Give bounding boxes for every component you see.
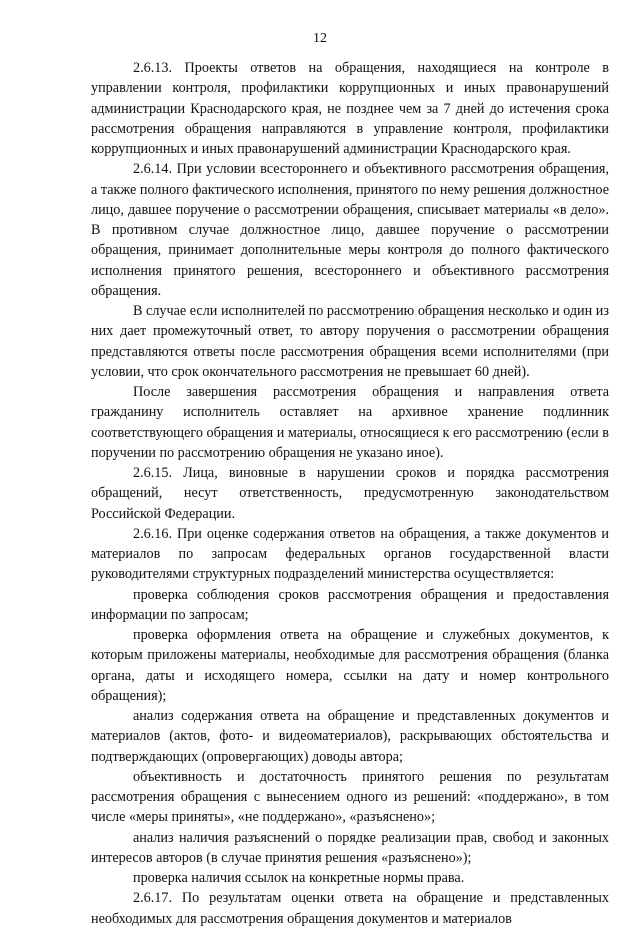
- list-item-legal-references: проверка наличия ссылок на конкретные нормы права.: [133, 870, 465, 886]
- paragraph-2-6-13: 2.6.13. Проекты ответов на обращения, находящиеся на контроле в управлении контроля, профилактики коррупционных и иных правонарушений администрации Краснодарского края, не позднее чем за 7 дней до истечения срока рассмотрения обращения направляются в управление контроля, профилактики коррупционных и иных правонарушений администрации Краснодарского края.: [91, 60, 609, 157]
- paragraph-multiple-executors: В случае если исполнителей по рассмотрению обращения несколько и один из них дает промежуточный ответ, то автору поручения о рассмотрении обращения представляются ответы после рассмотрения обращения всеми исполнителями (при условии, что срок окончательного рассмотрения не превышает 60 дней).: [91, 303, 609, 380]
- list-item-decision-objectivity: объективность и достаточность принятого решения по результатам рассмотрения обращения с вынесением одного из решений: «поддержано», в том числе «меры приняты», «не поддержано», «разъяснено»;: [91, 768, 609, 826]
- list-item-content-analysis: анализ содержания ответа на обращение и представленных документов и материалов (актов, фото- и видеоматериалов), раскрывающих обстоятельства и подтверждающих (опровергающих) доводы автора;: [91, 708, 609, 765]
- list-item-clarifications-analysis: анализ наличия разъяснений о порядке реализации прав, свобод и законных интересов авторов (в случае принятия решения «разъяснено»);: [91, 829, 609, 866]
- document-body: [91, 58, 609, 929]
- paragraph-2-6-16: 2.6.16. При оценке содержания ответов на обращения, а также документов и материалов по запросам федеральных органов государственной власти руководителями структурных подразделений министерства осуществляется:: [91, 525, 609, 583]
- paragraph-2-6-15: 2.6.15. Лица, виновные в нарушении сроков и порядка рассмотрения обращений, несут ответственность, предусмотренную законодательством Российской Федерации.: [91, 465, 609, 522]
- paragraph-archive-storage: После завершения рассмотрения обращения и направления ответа гражданину исполнитель оставляет на архивное хранение подлинник соответствующего обращения и материалы, относящиеся к его рассмотрению (если в поручении по рассмотрению обращения не указано иное).: [91, 384, 609, 461]
- list-item-deadline-check: проверка соблюдения сроков рассмотрения обращения и предоставления информации по запросам;: [91, 586, 609, 623]
- paragraph-2-6-17: 2.6.17. По результатам оценки ответа на обращение и представленных необходимых для рассмотрения обращения документов и материалов: [91, 890, 609, 927]
- page-number: 12: [313, 31, 327, 46]
- paragraph-2-6-14: 2.6.14. При условии всестороннего и объективного рассмотрения обращения, а также полного фактического исполнения, принятого по нему решения должностное лицо, давшее поручение о рассмотрении обращения, списывает материалы «в дело». В противном случае должностное лицо, давшее поручение о рассмотрении обращения, принимает дополнительные меры контроля до полного фактического исполнения принятого решения, всестороннего и объективного рассмотрения обращения.: [91, 161, 609, 299]
- list-item-format-check: проверка оформления ответа на обращение и служебных документов, к которым приложены материалы, необходимые для рассмотрения обращения (бланка органа, даты и исходящего номера, ссылки на дату и номер контрольного обращения);: [91, 627, 609, 704]
